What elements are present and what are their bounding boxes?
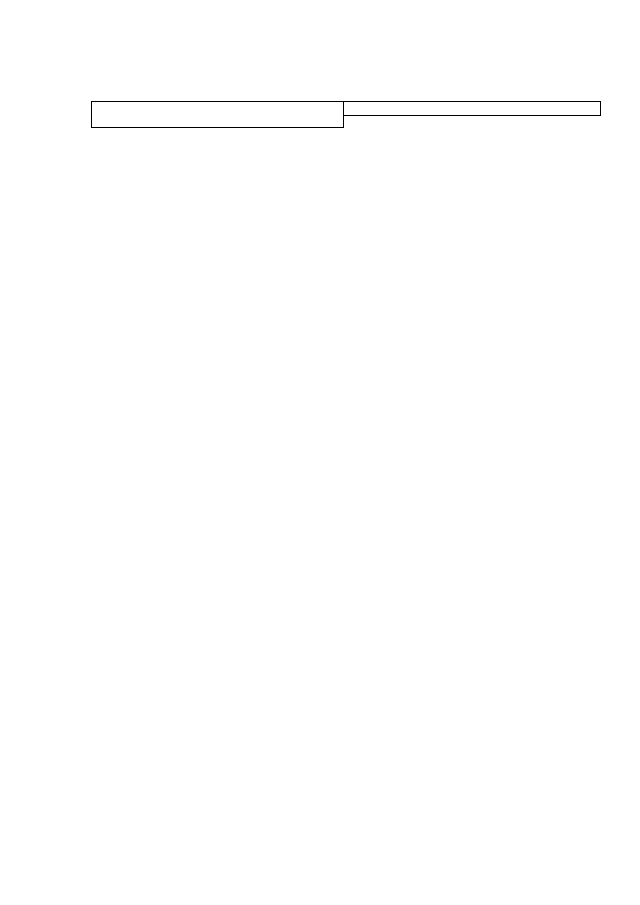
forecast-table [91,101,601,128]
header-year [344,102,601,116]
header-indicator [92,102,344,128]
